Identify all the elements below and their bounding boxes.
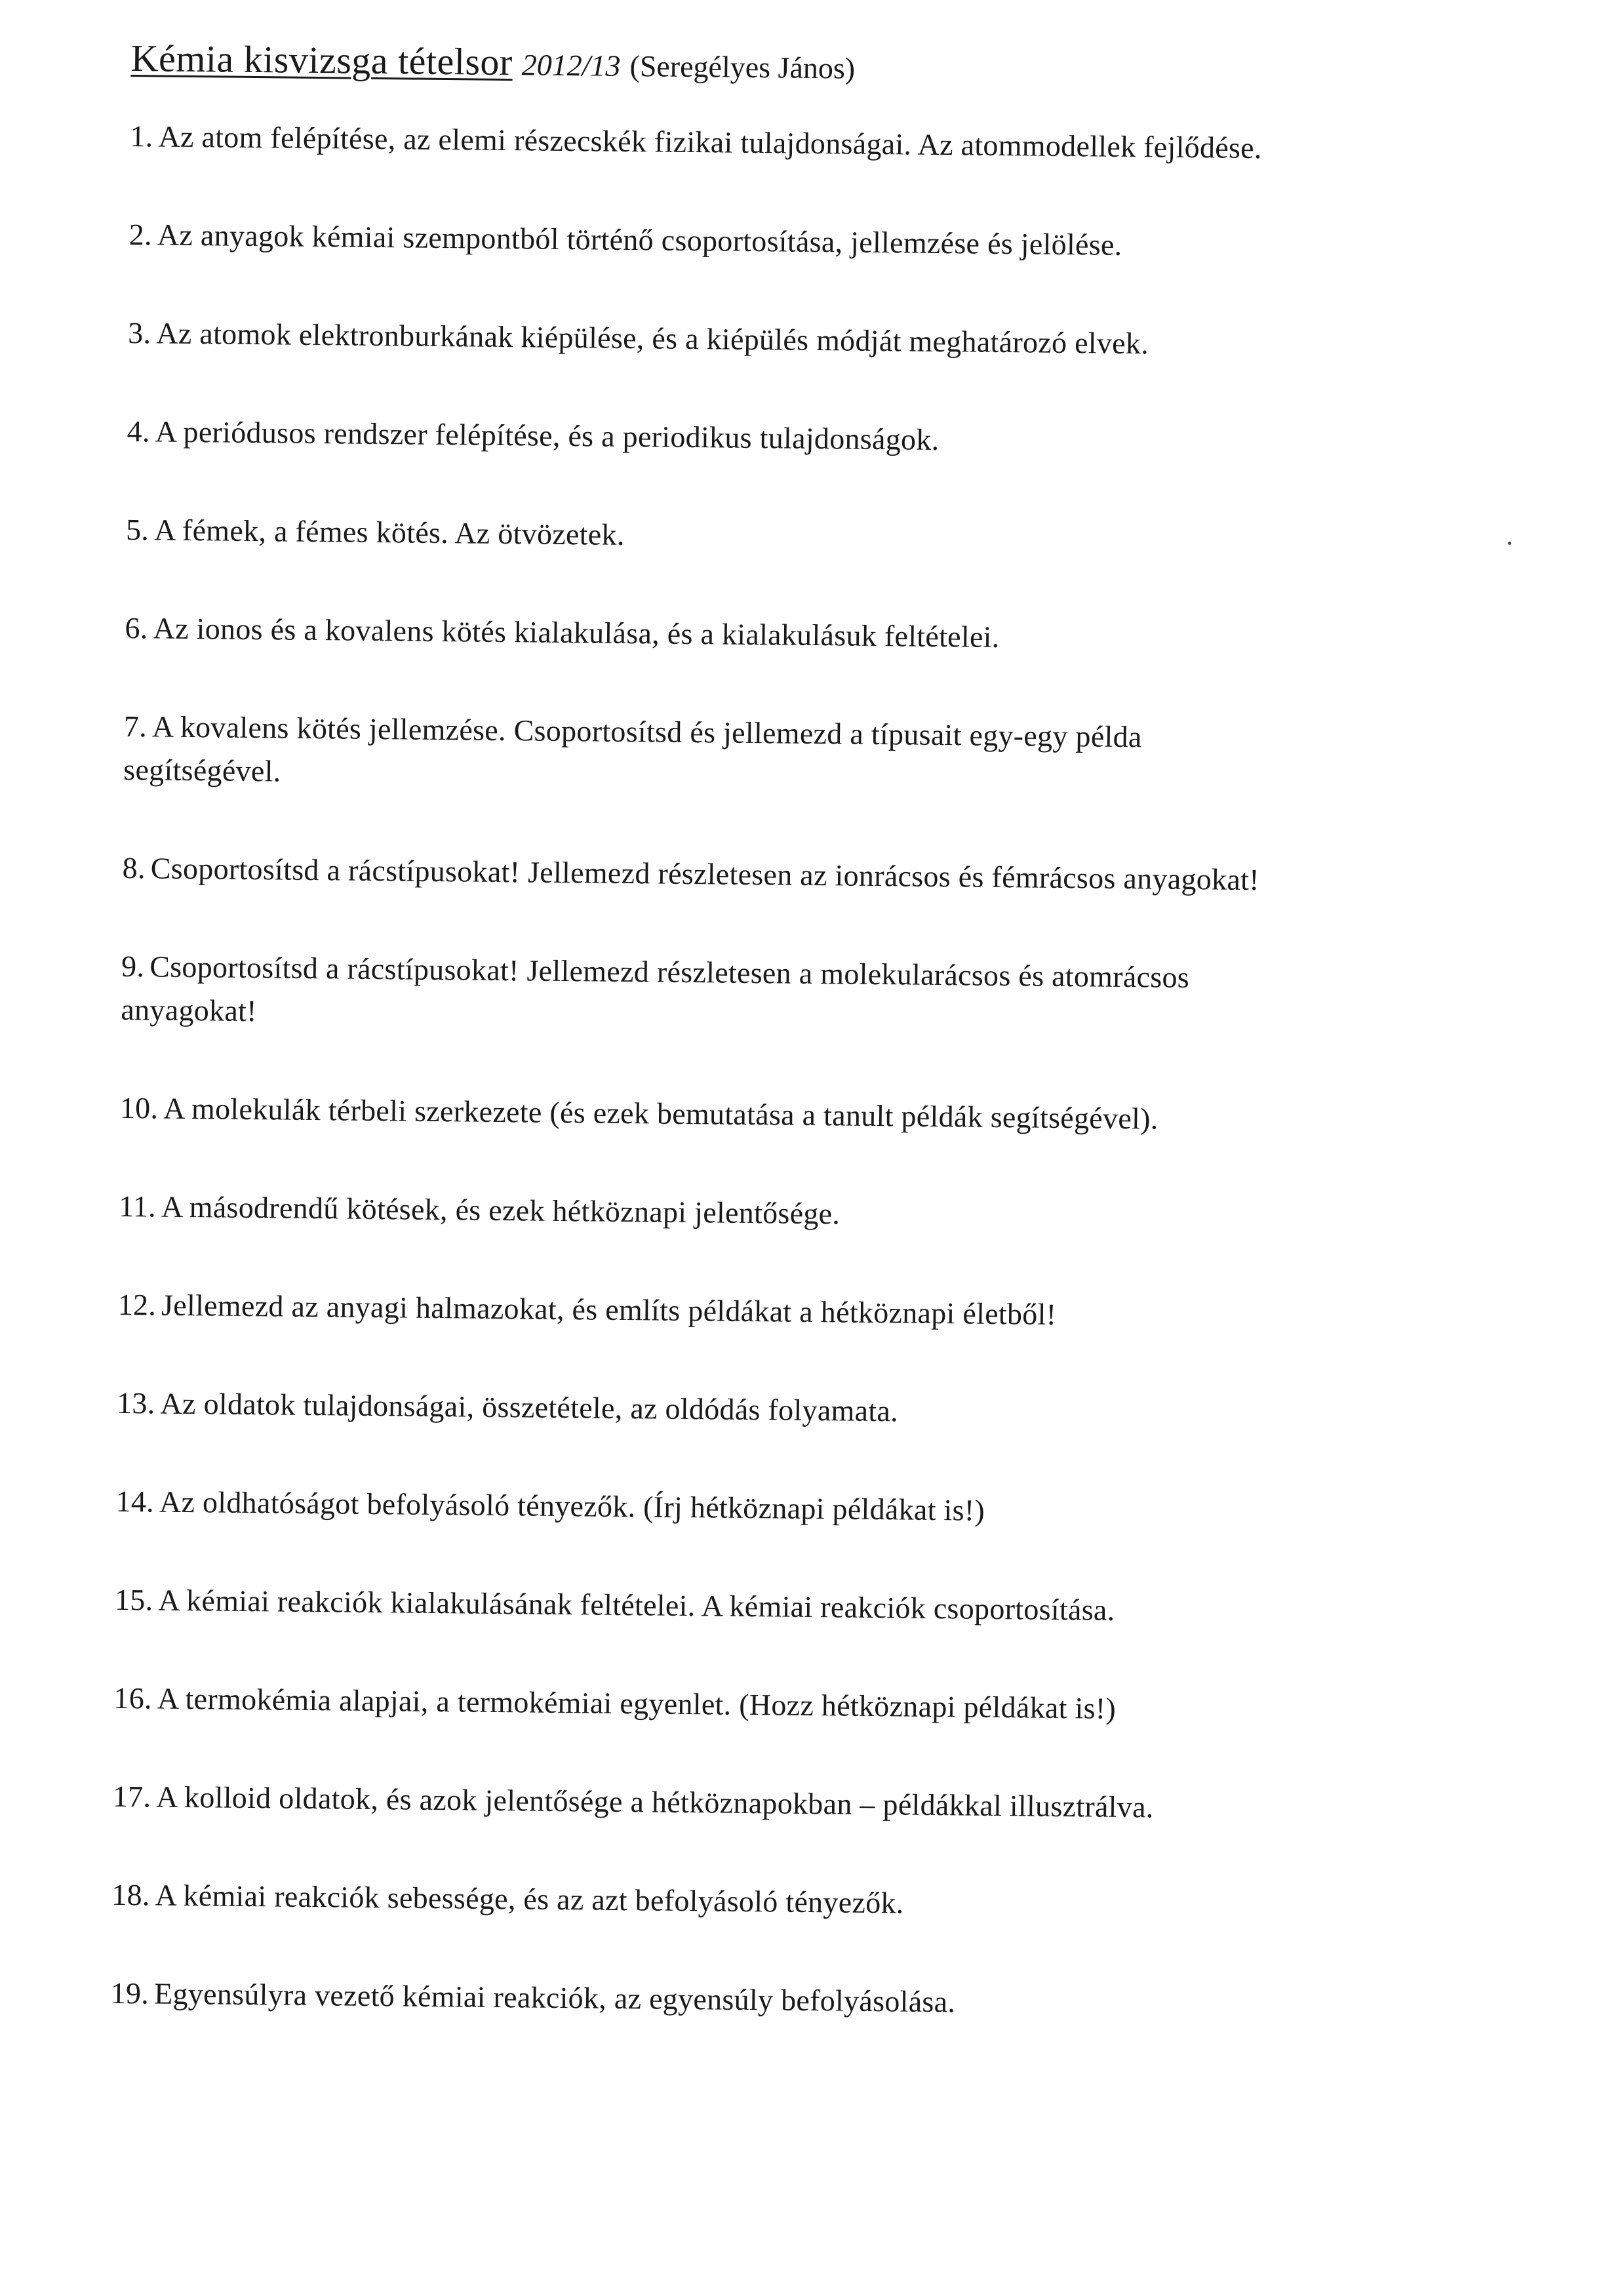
scan-speck [1508, 542, 1511, 545]
topic-text: A kovalens kötés jellemzése. Csoportosítsd és jellemezd a típusait egy-egy példa [151, 709, 1142, 754]
topic-number: 10. [119, 1090, 159, 1125]
topic-number: 11. [119, 1189, 157, 1224]
topic-text: Az anyagok kémiai szempontból történő csoportosítása, jellemzése és jelölése. [157, 218, 1122, 262]
header [130, 36, 1442, 129]
topic-text: Csoportosítsd a rácstípusokat! Jellemezd részletesen az ionrácsos és fémrácsos anyagokat! [150, 851, 1260, 897]
topic-number: 16. [113, 1681, 153, 1715]
topic-text: A kémiai reakciók sebessége, és az azt befolyásoló tényezők. [155, 1878, 904, 1920]
topic-text: A fémek, a fémes kötés. Az ötvözetek. [153, 513, 625, 551]
author: (Seregélyes János) [629, 49, 856, 85]
topic-number: 2. [129, 217, 153, 252]
topic-text: Csoportosítsd a rácstípusokat! Jellemezd részletesen a molekularácsos és atomrácsos [149, 949, 1190, 994]
topic-item [125, 508, 1437, 620]
topic-text: A periódusos rendszer felépítése, és a periodikus tulajdonságok. [155, 414, 940, 456]
topic-number: 7. [123, 709, 148, 744]
topic-number: 4. [127, 414, 151, 449]
topic-text: A kolloid oldatok, és azok jelentősége a hétköznapokban – példákkal illusztrálva. [156, 1780, 1154, 1824]
topic-item [126, 410, 1438, 522]
topic-item [111, 1873, 1423, 1986]
topic-text: Az atom felépítése, az elemi részecskék fizikai tulajdonságai. Az atommodellek fejlődése. [158, 119, 1262, 165]
topic-item [123, 705, 1435, 860]
topic-item [110, 1972, 1422, 2084]
topic-number: 1. [130, 119, 153, 153]
topic-number: 12. [117, 1287, 157, 1322]
topic-text: Az atomok elektronburkának kiépülése, és a kiépülés módját meghatározó elvek. [156, 316, 1149, 361]
topic-item [121, 847, 1433, 959]
topic-number: 3. [127, 315, 151, 350]
topic-text: A molekulák térbeli szerkezete (és ezek bemutatása a tanult példák segítségével). [163, 1091, 1159, 1136]
topic-number: 5. [125, 512, 149, 547]
topic-number: 6. [125, 610, 148, 645]
page-title: Kémia kisvizsga tételsor [130, 36, 513, 84]
topic-item [129, 115, 1441, 227]
topic-item [119, 1087, 1431, 1199]
topic-text: Az ionos és a kovalens kötés kialakulása, és a kialakulásuk feltételei. [153, 611, 1000, 654]
topic-text: A másodrendű kötések, és ezek hétköznapi jelentősége. [161, 1189, 841, 1231]
topic-list [110, 115, 1442, 2084]
topic-item [115, 1480, 1427, 1592]
topic-number: 8. [122, 850, 146, 885]
topic-number: 13. [116, 1386, 155, 1420]
school-year: 2012/13 [521, 48, 621, 83]
topic-number: 18. [111, 1877, 150, 1912]
topic-text: A kémiai reakciók kialakulásának feltételei. A kémiai reakciók csoportosítása. [158, 1583, 1115, 1627]
topic-item [118, 1185, 1430, 1297]
topic-item [116, 1382, 1428, 1494]
topic-text: A termokémia alapjai, a termokémiai egyenlet. (Hozz hétköznapi példákat is!) [157, 1681, 1117, 1725]
topic-item [117, 1283, 1429, 1395]
topic-item [129, 213, 1440, 325]
topic-text: Az oldhatóságot befolyásoló tényezők. (Írj hétköznapi példákat is!) [159, 1485, 985, 1527]
topic-item [112, 1775, 1424, 1887]
topic-item [114, 1578, 1426, 1690]
topic-text: Jellemezd az anyagi halmazokat, és említs példákat a hétköznapi életből! [161, 1288, 1057, 1331]
topic-text: Az oldatok tulajdonságai, összetétele, az oldódás folyamata. [160, 1386, 899, 1428]
topic-number: 19. [110, 1976, 149, 2010]
topic-text-continued: segítségével. [123, 752, 281, 788]
topic-number: 17. [112, 1779, 151, 1814]
topic-item [120, 945, 1433, 1100]
topic-number: 14. [115, 1484, 155, 1519]
topic-item [127, 311, 1439, 424]
topic-item [124, 607, 1436, 719]
topic-item [113, 1677, 1425, 1789]
topic-number: 9. [121, 949, 145, 984]
document-sheet [110, 36, 1442, 2084]
topic-text-continued: anyagokat! [121, 992, 258, 1028]
topic-text: Egyensúlyra vezető kémiai reakciók, az egyensúly befolyásolása. [153, 1976, 956, 2019]
topic-number: 15. [114, 1582, 153, 1617]
